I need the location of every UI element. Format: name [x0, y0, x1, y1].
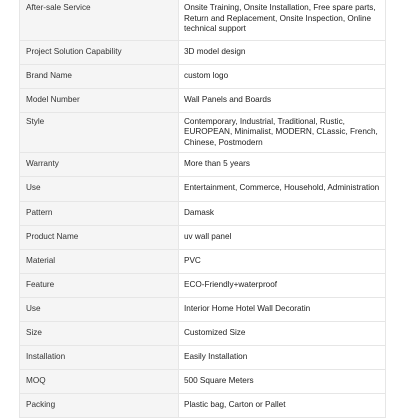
- spec-value: uv wall panel: [179, 225, 386, 249]
- spec-row-moq: [20, 369, 386, 393]
- spec-label: Use: [20, 176, 179, 201]
- spec-row-product-name: [20, 225, 386, 249]
- spec-row-model-number: [20, 88, 386, 112]
- product-spec-table: [19, 0, 386, 418]
- spec-label: Model Number: [20, 88, 179, 112]
- spec-row-brand-name: [20, 64, 386, 88]
- spec-value: 3D model design: [179, 40, 386, 64]
- spec-label: Pattern: [20, 201, 179, 225]
- spec-value: 500 Square Meters: [179, 369, 386, 393]
- spec-label: Project Solution Capability: [20, 40, 179, 64]
- spec-row-use: [20, 176, 386, 201]
- spec-value: Onsite Training, Onsite Installation, Free spare parts, Return and Replacement, Onsite Inspection, Online technical support: [179, 0, 386, 40]
- spec-row-after-sale-service: [20, 0, 386, 40]
- spec-value: ECO-Friendly+waterproof: [179, 273, 386, 297]
- spec-row-material: [20, 249, 386, 273]
- spec-label: After-sale Service: [20, 0, 179, 40]
- spec-value: custom logo: [179, 64, 386, 88]
- spec-value: Entertainment, Commerce, Household, Administration: [179, 176, 386, 201]
- spec-label: Brand Name: [20, 64, 179, 88]
- spec-row-use-2: [20, 297, 386, 321]
- spec-label: Use: [20, 297, 179, 321]
- spec-value: Customized Size: [179, 321, 386, 345]
- spec-row-installation: [20, 345, 386, 369]
- spec-label: Feature: [20, 273, 179, 297]
- spec-row-warranty: [20, 152, 386, 176]
- spec-row-project-solution-capability: [20, 40, 386, 64]
- spec-row-packing: [20, 393, 386, 417]
- spec-label: Installation: [20, 345, 179, 369]
- spec-label: Product Name: [20, 225, 179, 249]
- spec-label: MOQ: [20, 369, 179, 393]
- spec-value: More than 5 years: [179, 152, 386, 176]
- spec-value: Easily Installation: [179, 345, 386, 369]
- spec-value: Interior Home Hotel Wall Decoratin: [179, 297, 386, 321]
- spec-label: Size: [20, 321, 179, 345]
- spec-label: Material: [20, 249, 179, 273]
- spec-row-size: [20, 321, 386, 345]
- spec-row-style: [20, 112, 386, 152]
- product-spec-table-container: [19, 0, 385, 418]
- spec-row-feature: [20, 273, 386, 297]
- spec-value: Damask: [179, 201, 386, 225]
- spec-label: Warranty: [20, 152, 179, 176]
- spec-row-pattern: [20, 201, 386, 225]
- spec-value: Plastic bag, Carton or Pallet: [179, 393, 386, 417]
- spec-value: PVC: [179, 249, 386, 273]
- spec-label: Style: [20, 112, 179, 152]
- spec-value: Wall Panels and Boards: [179, 88, 386, 112]
- spec-value: Contemporary, Industrial, Traditional, Rustic, EUROPEAN, Minimalist, MODERN, CLassic, French, Chinese, Postmodern: [179, 112, 386, 152]
- spec-label: Packing: [20, 393, 179, 417]
